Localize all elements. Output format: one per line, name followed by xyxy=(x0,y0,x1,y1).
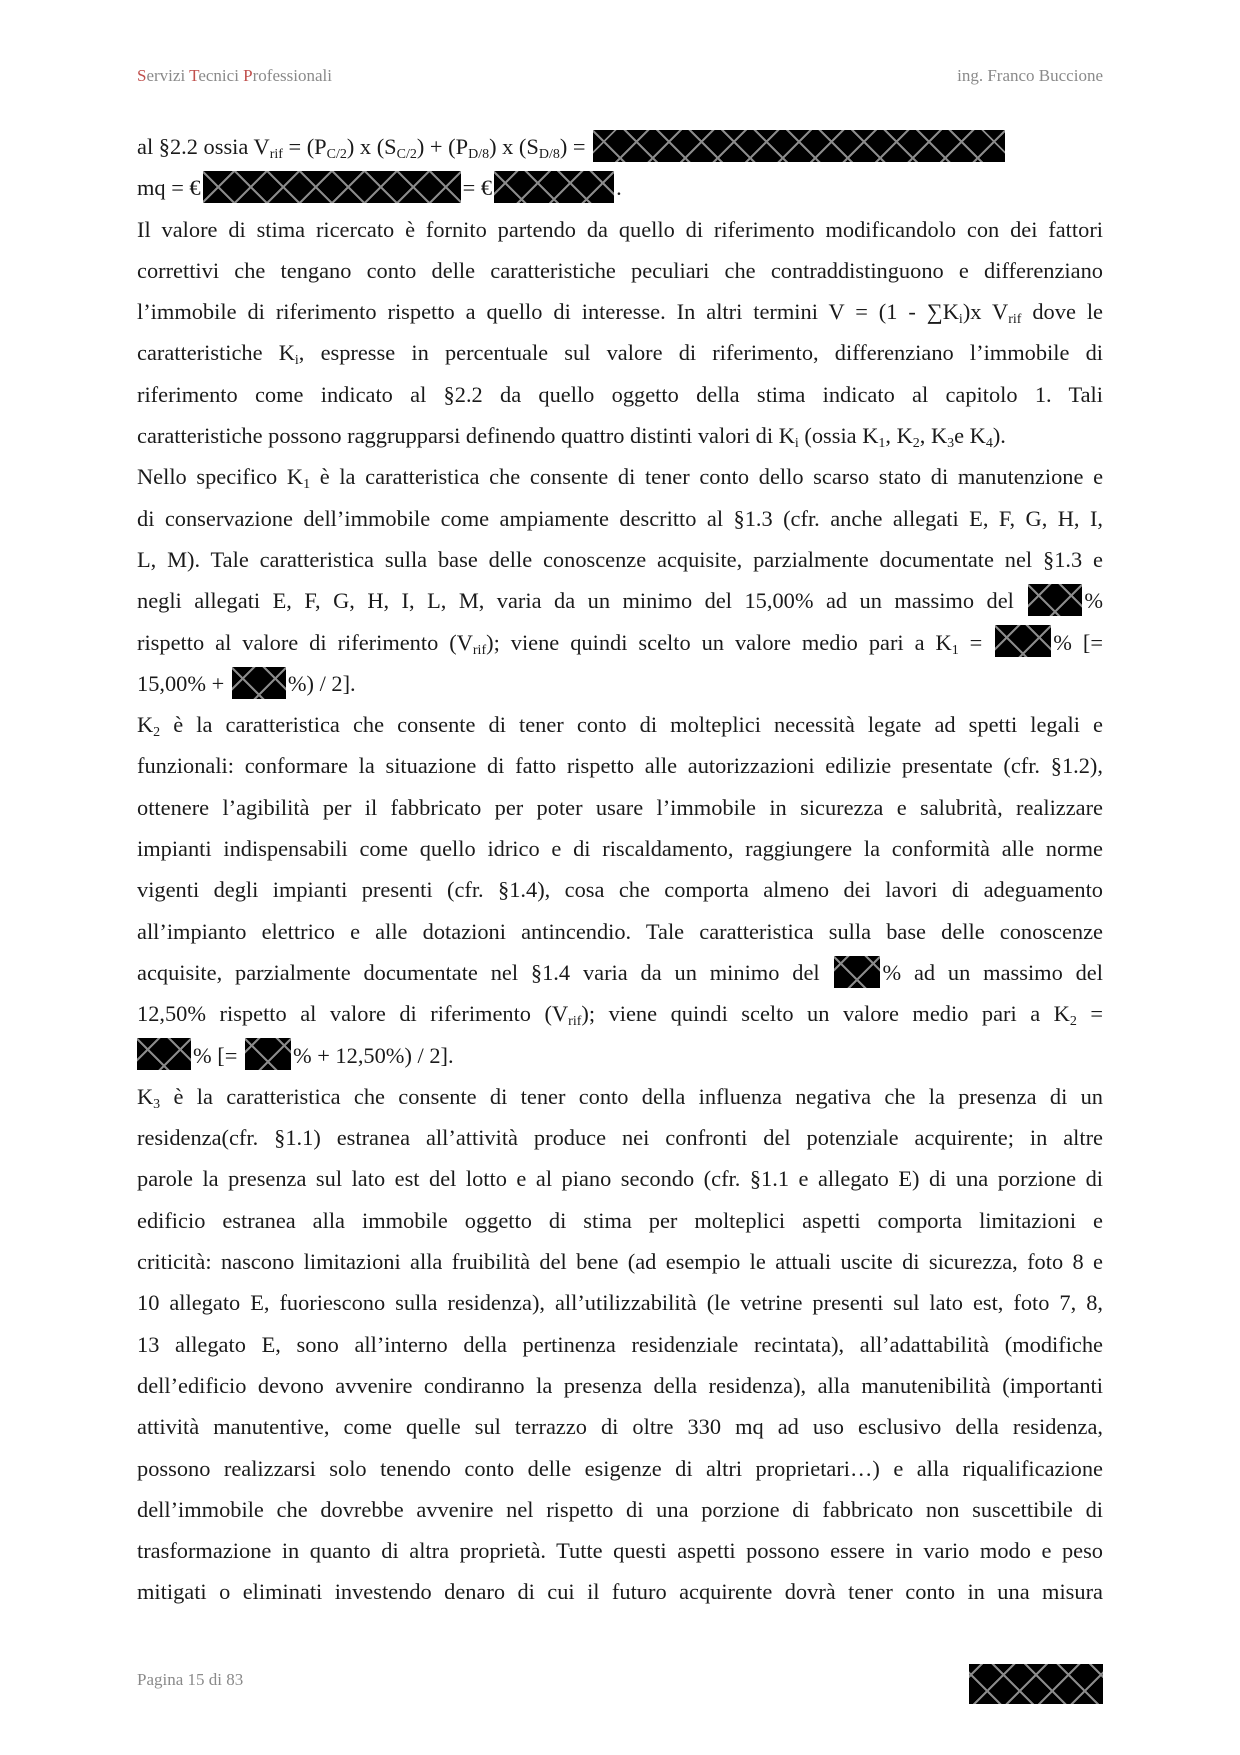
redaction-box xyxy=(137,1038,191,1070)
paragraph-k1: Nello specifico $K_1$ è la caratteristica che consente di tener conto dello scarso stato di manutenzione e di conservazione dell’immobile come ampiamente descritto al §1.3 (cfr. anche allegati E, F, G, H, I, L, M). Tale caratteristica sulla base delle conoscenze acquisite, parzialmente documentate nel §1.3 e negli allegati E, F, G, H, I, L, M, varia da un minimo del 15,00% ad un massimo del % rispetto al valore di riferimento $(V_{rif})$; viene quindi scelto un valore medio pari a $K_1$ = % [= 15,00% + %) / 2]. xyxy=(137,456,1103,704)
redaction-box xyxy=(245,1038,291,1070)
formula-result-line: mq = € = € . xyxy=(137,167,1103,208)
document-body xyxy=(137,126,1103,1613)
brand-name: Servizi Tecnici Professionali xyxy=(137,66,332,85)
redaction-box xyxy=(995,625,1051,657)
redaction-box xyxy=(969,1664,1103,1704)
paragraph-k3: $K_3$ è la caratteristica che consente di tener conto della influenza negativa che la presenza di un residenza(cfr. §1.1) estranea all’attività produce nei confronti del potenziale acquirente; in altre parole la presenza sul lato est del lotto e al piano secondo (cfr. §1.1 e allegato E) di una porzione di edificio estranea alla immobile oggetto di stima per molteplici aspetti comporta limitazioni e criticità: nascono limitazioni alla fruibilità del bene (ad esempio le attuali uscite di sicurezza, foto 8 e 10 allegato E, fuoriescono sulla residenza), all’utilizzabilità (le vetrine presenti sul lato est, foto 7, 8, 13 allegato E, sono all’interno della pertinenza residenziale recintata), all’adattabilità (modifiche dell’edificio devono avvenire condiranno la presenza della residenza), alla manutenibilità (importanti attività manutentive, come quelle sul terrazzo di oltre 330 mq ad uso esclusivo della residenza, possono realizzarsi solo tenendo conto delle esigenze di altri proprietari…) e alla riqualificazione dell’immobile che dovrebbe avvenire nel rispetto di una porzione di fabbricato non suscettibile di trasformazione in quanto di altra proprietà. Tutte questi aspetti possono essere in vario modo e peso mitigati o eliminati investendo denaro di cui il futuro acquirente dovrà tener conto in una misura xyxy=(137,1083,1103,1605)
page-header xyxy=(137,66,1103,94)
page-number: Pagina 15 di 83 xyxy=(137,1670,244,1689)
paragraph-method: Il valore di stima ricercato è fornito partendo da quello di riferimento modificandolo con dei fattori correttivi che tengano conto delle caratteristiche peculiari che contraddistinguono e differenziano l’immobile di riferimento rispetto a quello di interesse. In altri termini $V = (1 - \sum K_i)x$ $V_{rif}$ dove le caratteristiche $K_i$, espresse in percentuale sul valore di riferimento, differenziano l’immobile di riferimento come indicato al §2.2 da quello oggetto della stima indicato al capitolo 1. Tali caratteristiche possono raggrupparsi definendo quattro distinti valori di $K_i$ (ossia $K_1$, $K_2$, $K_3e$ $K_4$). xyxy=(137,216,1103,452)
redaction-box xyxy=(593,130,1005,162)
formula-line: al §2.2 ossia $V_{rif} = (P_{C/2})$ x $(S_{C/2}) + (P_{D/8})$ x $(S_{D/8})$ = xyxy=(137,126,1103,167)
redaction-box xyxy=(834,956,880,988)
paragraph-k2: $K_2$ è la caratteristica che consente di tener conto di molteplici necessità legate ad spetti legali e funzionali: conformare la situazione di fatto rispetto alle autorizzazioni edilizie presentate (cfr. §1.2), ottenere l’agibilità per il fabbricato per poter usare l’immobile in sicurezza e salubrità, realizzare impianti indispensabili come quello idrico e di riscaldamento, raggiungere la conformità alle norme vigenti degli impianti presenti (cfr. §1.4), cosa che comporta almeno dei lavori di adeguamento all’impianto elettrico e alle dotazioni antincendio. Tale caratteristica sulla base delle conoscenze acquisite, parzialmente documentate nel §1.4 varia da un minimo del % ad un massimo del 12,50% rispetto al valore di riferimento $(V_{rif})$; viene quindi scelto un valore medio pari a $K_2$ = % [= % + 12,50%) / 2]. xyxy=(137,704,1103,1076)
redaction-box xyxy=(203,171,461,203)
page-footer xyxy=(137,1664,1103,1704)
redaction-box xyxy=(232,667,286,699)
redaction-box xyxy=(494,171,614,203)
redaction-box xyxy=(1028,584,1082,616)
author-name: ing. Franco Buccione xyxy=(957,66,1103,85)
